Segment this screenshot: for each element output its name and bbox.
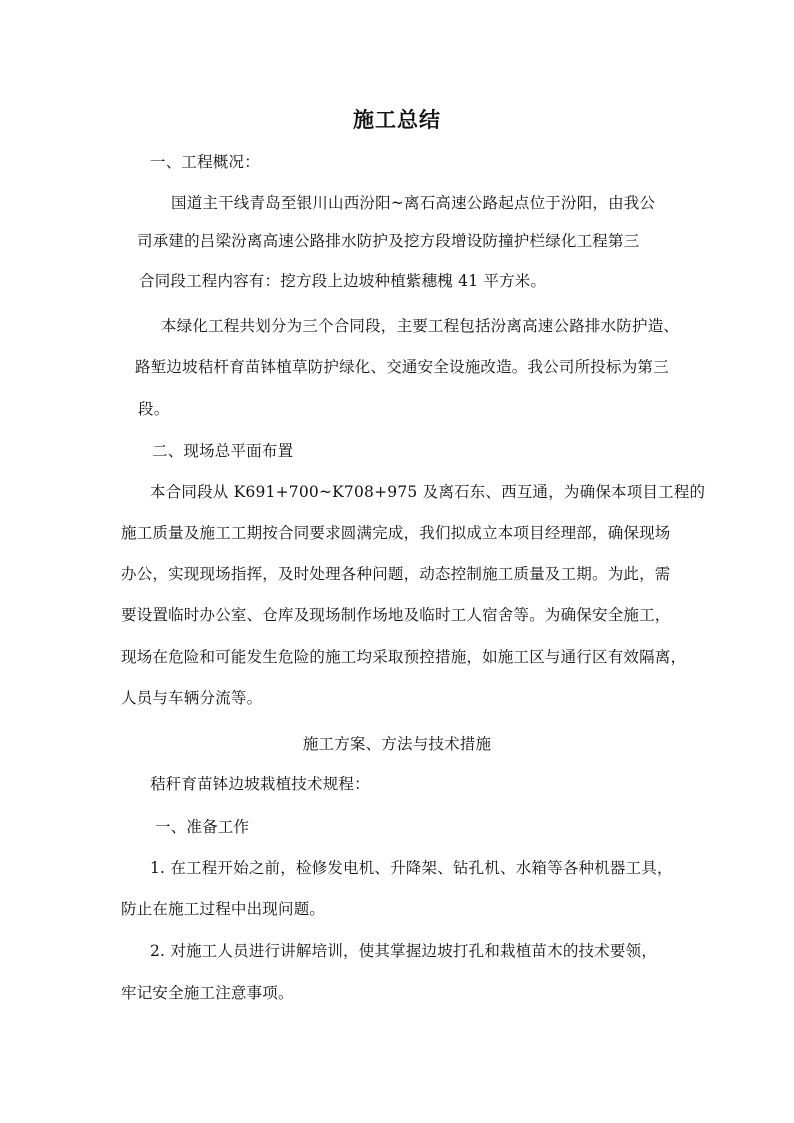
site-layout-line-2: 施工质量及施工工期按合同要求圆满完成，我们拟成立本项目经理部，确保现场	[121, 524, 671, 542]
site-layout-line-6: 人员与车辆分流等。	[121, 689, 263, 707]
methods-subheading: 秸秆育苗钵边坡栽植技术规程：	[150, 775, 370, 793]
site-layout-line-4: 要设置临时办公室、仓库及现场制作场地及临时工人宿舍等。为确保安全施工，	[121, 606, 671, 624]
prep-item-1-line-2: 防止在施工过程中出现问题。	[121, 900, 326, 918]
document-title: 施工总结	[353, 107, 441, 132]
prep-item-2-line-1: 2. 对施工人员进行讲解培训，使其掌握边坡打孔和栽植苗木的技术要领，	[150, 942, 658, 960]
prep-work-heading: 一、准备工作	[155, 818, 250, 836]
section-heading-overview: 一、工程概况：	[150, 153, 260, 171]
overview-para2-line-3: 段。	[138, 400, 170, 418]
overview-para2-line-2: 路堑边坡秸杆育苗钵植草防护绿化、交通安全设施改造。我公司所投标为第三	[135, 358, 669, 376]
site-layout-line-5: 现场在危险和可能发生危险的施工均采取预控措施，如施工区与通行区有效隔离，	[121, 648, 687, 666]
prep-item-1-line-1: 1. 在工程开始之前，检修发电机、升降架、钻孔机、水箱等各种机器工具，	[150, 859, 673, 877]
prep-item-2-line-2: 牢记安全施工注意事项。	[121, 984, 294, 1002]
site-layout-line-3: 办公，实现现场指挥，及时处理各种问题，动态控制施工质量及工期。为此，需	[121, 565, 671, 583]
overview-line-3: 合同段工程内容有：挖方段上边坡种植紫穗槐 41 平方米。	[139, 272, 547, 290]
section-heading-site-layout: 二、现场总平面布置	[152, 442, 294, 460]
section-heading-methods: 施工方案、方法与技术措施	[302, 735, 492, 753]
overview-para2-line-1: 本绿化工程共划分为三个合同段，主要工程包括汾离高速公路排水防护造、	[161, 317, 680, 335]
overview-line-2: 司承建的吕梁汾离高速公路排水防护及挖方段增设防撞护栏绿化工程第三	[137, 232, 640, 250]
overview-line-1: 国道主干线青岛至银川山西汾阳~离石高速公路起点位于汾阳，由我公	[171, 194, 656, 212]
site-layout-line-1: 本合同段从 K691+700~K708+975 及离石东、西互通，为确保本项目工程的	[150, 483, 706, 501]
